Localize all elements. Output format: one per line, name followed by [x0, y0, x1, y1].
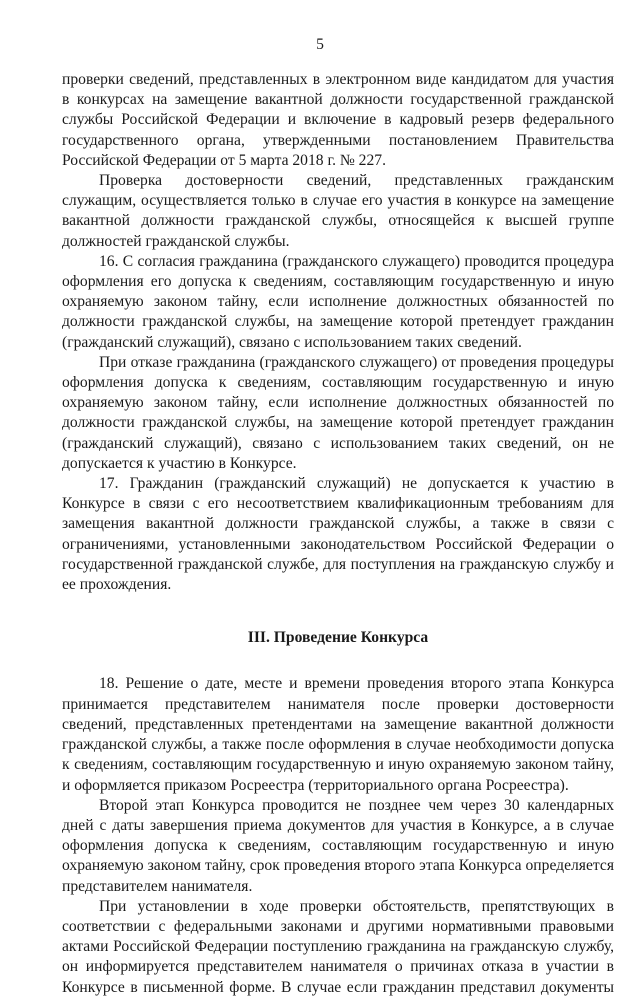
paragraph-item-18: 18. Решение о дате, месте и времени проведения второго этапа Конкурса принимается представителем нанимателя после проверки достоверности сведений, представленных претендентами на замещение вакантной должности гражданской службы, а также после оформления в случае необходимости допуска к сведениям, составляющим государственную и иную охраняемую законом тайну, и оформляется приказом Росреестра (территориального органа Росреестра).	[62, 675, 614, 794]
paragraph-continuation: проверки сведений, представленных в электронном виде кандидатом для участия в конкурсах на замещение вакантной должности государственной гражданской службы Российской Федерации и включение в кадровый резерв федерального государственного органа, утвержденными постановлением Правительства Российской Федерации от 5 марта 2018 г. № 227.	[62, 71, 614, 169]
document-body	[62, 70, 614, 998]
page-number: 5	[316, 36, 324, 53]
paragraphs-after-section	[62, 674, 614, 997]
paragraphs-before-section	[62, 70, 614, 595]
section-title: III. Проведение Конкурса	[247, 629, 429, 647]
paragraph-item-17: 17. Гражданин (гражданский служащий) не допускается к участию в Конкурсе в связи с его несоответствием квалификационным требованиям для замещения вакантной должности гражданской службы, а также в связи с ограничениями, установленными законодательством Российской Федерации о государственной гражданской службе, для поступления на гражданскую службу и ее прохождения.	[62, 475, 614, 594]
paragraph-circumstances: При установлении в ходе проверки обстоятельств, препятствующих в соответствии с федеральными законами и другими нормативными правовыми актами Российской Федерации поступлению гражданина на гражданскую службу, он информируется представителем нанимателя о причинах отказа в участии в Конкурсе в письменной форме. В случае если гражданин представил документы	[62, 897, 614, 996]
paragraph-item-16: 16. С согласия гражданина (гражданского служащего) проводится процедура оформления его допуска к сведениям, составляющим государственную и иную охраняемую законом тайну, если исполнение должностных обязанностей по должности гражданской службы, на замещение которой претендует гражданин (гражданский служащий), связано с использованием таких сведений.	[62, 252, 614, 351]
paragraph-refusal: При отказе гражданина (гражданского служащего) от проведения процедуры оформления допуска к сведениям, составляющим государственную и иную охраняемую законом тайну, если исполнение должностных обязанностей по должности гражданской службы, на замещение которой претендует гражданин (гражданский служащий), связано с использованием таких сведений, он не допускается к участию в Конкурсе.	[62, 353, 614, 472]
paragraph-second-stage: Второй этап Конкурса проводится не позднее чем через 30 календарных дней с даты завершения приема документов для участия в Конкурсе, а в случае оформления допуска к сведениям, составляющим государственную и иную охраняемую законом тайну, срок проведения второго этапа Конкурса определяется представителем нанимателя.	[62, 796, 614, 895]
paragraph-verification: Проверка достоверности сведений, представленных гражданским служащим, осуществляется только в случае его участия в конкурсе на замещение вакантной должности гражданской службы, относящейся к высшей группе должностей гражданской службы.	[62, 172, 614, 250]
